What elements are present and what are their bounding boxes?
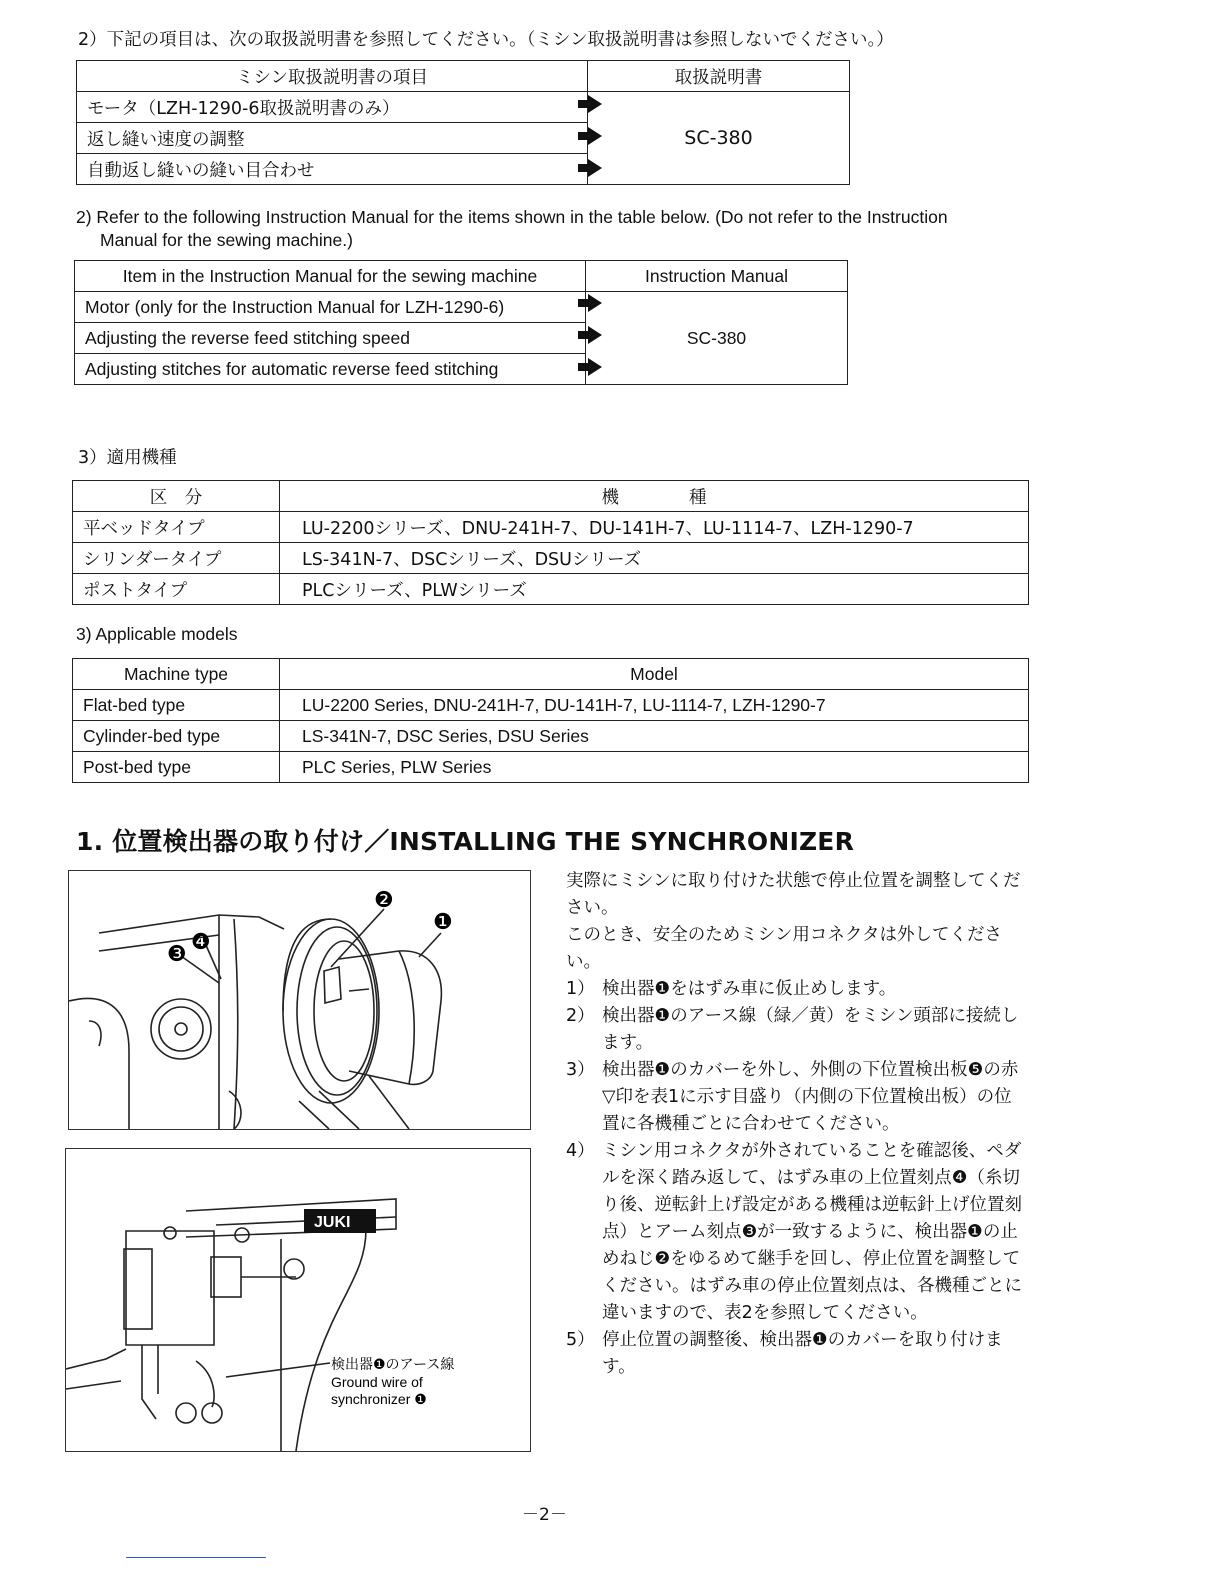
table-cell: LU-2200 Series, DNU-241H-7, DU-141H-7, LU-1114-7, LZH-1290-7 xyxy=(280,690,1029,721)
intro-paragraph: このとき、安全のためミシン用コネクタは外してください。 xyxy=(566,925,1003,972)
section3-en-heading: 3) Applicable models xyxy=(76,624,238,644)
table-cell: シリンダータイプ xyxy=(73,543,280,574)
ground-wire-drawing xyxy=(66,1149,530,1451)
step-number: 4） xyxy=(566,1141,595,1161)
step-number: 2） xyxy=(566,1006,595,1026)
step-number: 5） xyxy=(566,1330,595,1350)
arrow-right-icon xyxy=(588,294,602,312)
table-cell: Adjusting stitches for automatic reverse feed stitching xyxy=(75,354,586,385)
arrow-right-icon xyxy=(588,95,602,113)
table-header: 機 種 xyxy=(280,481,1029,512)
step-item xyxy=(566,1057,1028,1138)
step-text: 停止位置の調整後、検出器❶のカバーを取り付けます。 xyxy=(602,1330,1003,1377)
step-item xyxy=(566,1327,1028,1381)
table-cell: LU-2200シリーズ、DNU-241H-7、DU-141H-7、LU-1114-7、LZH-1290-7 xyxy=(280,512,1029,543)
caption-jp: 検出器❶のアース線 xyxy=(331,1357,455,1373)
step-text: ミシン用コネクタが外されていることを確認後、ペダルを深く踏み返して、はずみ車の上位置刻点❹（糸切り後、逆転針上げ設定がある機種は逆転針上げ位置刻点）とアーム刻点❸が一致するように、検出器❶の止めねじ❷をゆるめて継手を回し、停止位置を調整してください。はずみ車の停止位置刻点は、各機種ごとに違いますので、表2を参照してください。 xyxy=(602,1141,1022,1323)
arrow-right-icon xyxy=(588,326,602,344)
section-title: 1. 位置検出器の取り付け／INSTALLING THE SYNCHRONIZER xyxy=(76,827,855,856)
divider xyxy=(126,1557,266,1558)
table-cell: LS-341N-7, DSC Series, DSU Series xyxy=(280,721,1029,752)
models-table-jp xyxy=(72,480,1029,605)
juki-logo: JUKI xyxy=(314,1214,351,1231)
arrow-right-icon xyxy=(588,127,602,145)
step-text: 検出器❶のカバーを外し、外側の下位置検出板❺の赤▽印を表1に示す目盛り（内側の下位置検出板）の位置に各機種ごとに合わせてください。 xyxy=(602,1060,1019,1134)
table-cell: Cylinder-bed type xyxy=(73,721,280,752)
step-number: 1） xyxy=(566,979,595,999)
section2-en-heading xyxy=(76,206,948,252)
table-cell: PLCシリーズ、PLWシリーズ xyxy=(280,574,1029,605)
callout-3: ❸ xyxy=(167,942,187,967)
figure-ground-wire xyxy=(65,1148,531,1452)
table-cell: PLC Series, PLW Series xyxy=(280,752,1029,783)
caption-en-line1: Ground wire of xyxy=(331,1374,423,1390)
callout-4: ❹ xyxy=(191,930,211,955)
models-table-en xyxy=(72,658,1029,783)
manual-table-en xyxy=(74,260,848,385)
intro-paragraph: 実際にミシンに取り付けた状態で停止位置を調整してください。 xyxy=(566,871,1021,918)
table-header: Machine type xyxy=(73,659,280,690)
table-header: 取扱説明書 xyxy=(588,61,850,92)
step-text: 検出器❶をはずみ車に仮止めします。 xyxy=(602,979,897,999)
step-item xyxy=(566,1003,1028,1057)
synchronizer-drawing xyxy=(69,871,530,1129)
instructions xyxy=(566,868,1028,1381)
figure-synchronizer-installed xyxy=(68,870,531,1130)
table-cell: LS-341N-7、DSCシリーズ、DSUシリーズ xyxy=(280,543,1029,574)
table-cell: 自動返し縫いの縫い目合わせ xyxy=(77,154,588,185)
heading-line: Manual for the sewing machine.) xyxy=(100,230,353,250)
table-cell: Motor (only for the Instruction Manual for LZH-1290-6) xyxy=(75,292,586,323)
table-cell: ポストタイプ xyxy=(73,574,280,605)
table-header: ミシン取扱説明書の項目 xyxy=(77,61,588,92)
manual-table-jp xyxy=(76,60,850,185)
table-cell-manual: SC-380 xyxy=(586,292,848,385)
step-item xyxy=(566,976,1028,1003)
table-header: Item in the Instruction Manual for the sewing machine xyxy=(75,261,586,292)
table-cell: Flat-bed type xyxy=(73,690,280,721)
section2-jp-heading: 2）下記の項目は、次の取扱説明書を参照してください。（ミシン取扱説明書は参照しないでください。） xyxy=(78,30,894,50)
caption-en-line2: synchronizer ❶ xyxy=(331,1391,427,1407)
step-number: 3） xyxy=(566,1060,595,1080)
page-number: －2－ xyxy=(522,1505,567,1525)
table-header: Instruction Manual xyxy=(586,261,848,292)
table-header: Model xyxy=(280,659,1029,690)
section3-jp-heading: 3）適用機種 xyxy=(78,448,177,468)
table-header: 区 分 xyxy=(73,481,280,512)
step-text: 検出器❶のアース線（緑／黄）をミシン頭部に接続します。 xyxy=(602,1006,1019,1053)
arrow-right-icon xyxy=(588,159,602,177)
table-cell: 平ベッドタイプ xyxy=(73,512,280,543)
table-cell: Post-bed type xyxy=(73,752,280,783)
step-item xyxy=(566,1138,1028,1327)
callout-2: ❷ xyxy=(374,888,394,913)
table-cell: モータ（LZH-1290-6取扱説明書のみ） xyxy=(77,92,588,123)
heading-line: 2) Refer to the following Instruction Manual for the items shown in the table below. (Do not refer to the Instruction xyxy=(76,207,948,227)
callout-1: ❶ xyxy=(433,910,453,935)
table-cell: Adjusting the reverse feed stitching speed xyxy=(75,323,586,354)
table-cell: 返し縫い速度の調整 xyxy=(77,123,588,154)
table-cell-manual: SC-380 xyxy=(588,92,850,185)
arrow-right-icon xyxy=(588,358,602,376)
